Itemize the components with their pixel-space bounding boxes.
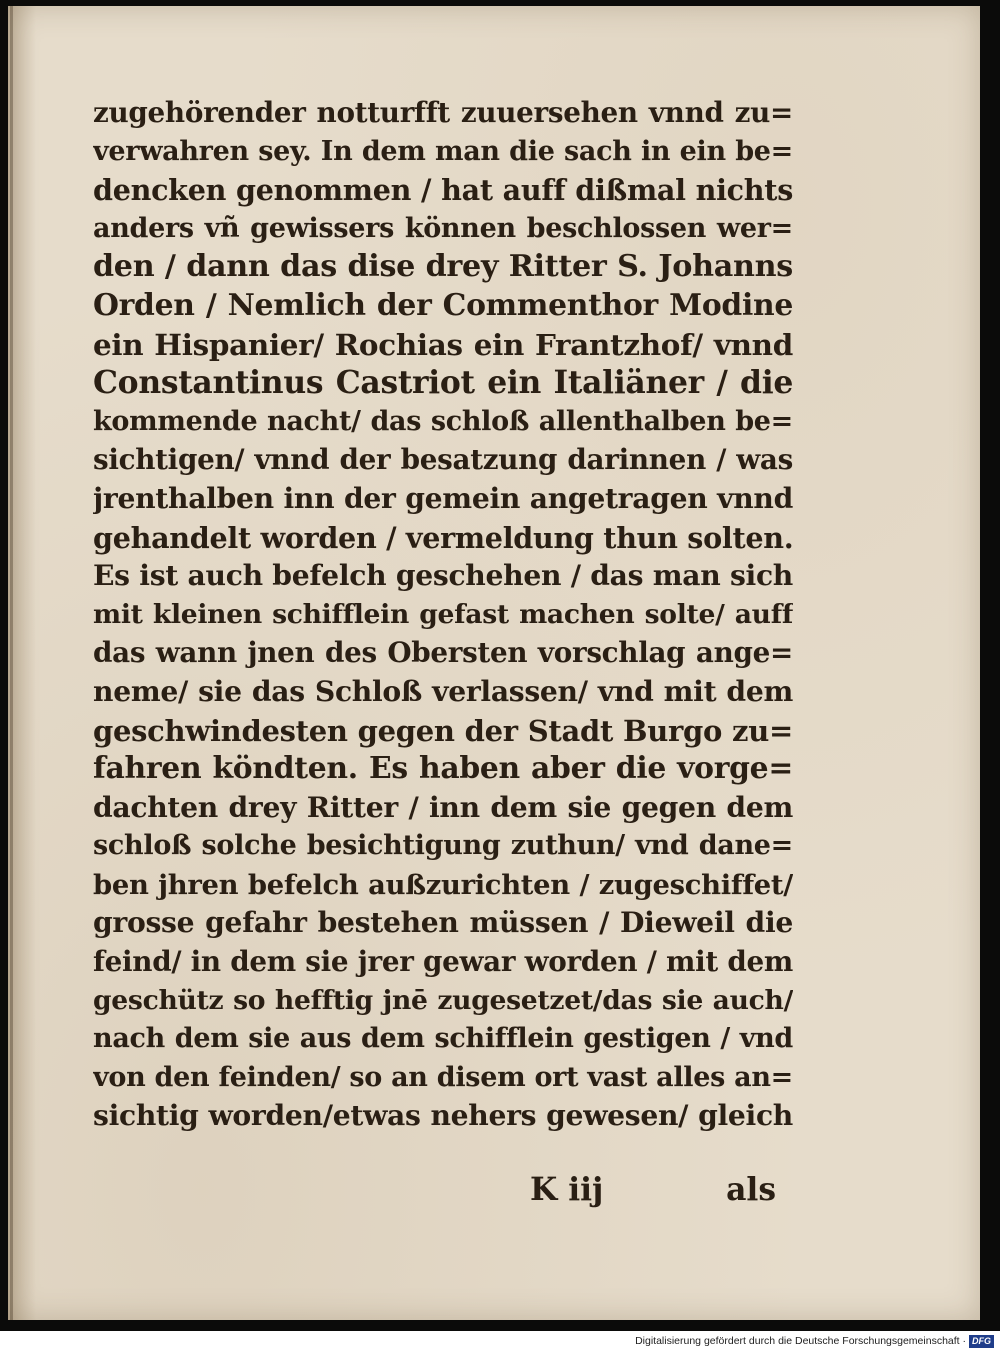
- text-line: geschwindesten gegen der Stadt Burgo zu=: [93, 713, 793, 748]
- book-page: [8, 6, 980, 1320]
- text-line: den / dann das dise drey Ritter S. Johanns: [93, 249, 793, 285]
- text-line: anders vñ gewissers können beschlossen wer=: [93, 212, 793, 244]
- text-line: sichtigen/ vnnd der besatzung darinnen / was: [93, 443, 793, 477]
- text-line: dencken genommen / hat auff dißmal nichts: [93, 173, 793, 208]
- text-line: kommende nacht/ das schloß allenthalben be=: [93, 405, 793, 437]
- text-line: von den feinden/ so an disem ort vast alles an=: [93, 1061, 793, 1093]
- text-line: Orden / Nemlich der Commenthor Modine: [93, 287, 793, 323]
- digitization-credit: [0, 1331, 1000, 1351]
- catchword: als: [726, 1172, 776, 1208]
- text-line: sichtig worden/etwas nehers gewesen/ gleich: [93, 1099, 793, 1133]
- signature-mark: K iij: [530, 1172, 604, 1208]
- text-line: geschütz so hefftig jnē zugesetzet/das sie auch/: [93, 984, 793, 1016]
- text-line: ein Hispanier/ Rochias ein Frantzhof/ vnnd: [93, 326, 793, 362]
- page-footer-line: [530, 1171, 776, 1211]
- text-line: zugehörender notturfft zuuersehen vnnd zu=: [93, 96, 793, 129]
- text-line: verwahren sey. In dem man die sach in ein be=: [93, 135, 793, 167]
- page-gutter: [10, 6, 13, 1320]
- text-line: fahren köndten. Es haben aber die vorge=: [93, 751, 793, 787]
- text-line: neme/ sie das Schloß verlassen/ vnd mit dem: [93, 674, 793, 708]
- text-line: dachten drey Ritter / inn dem sie gegen dem: [93, 790, 793, 824]
- credit-text: Digitalisierung gefördert durch die Deutsche Forschungsgemeinschaft ·: [635, 1335, 966, 1348]
- text-line: Es ist auch befelch geschehen / das man sich: [93, 559, 793, 593]
- text-line: jrenthalben inn der gemein angetragen vnnd: [93, 481, 793, 515]
- text-line: das wann jnen des Obersten vorschlag ange=: [93, 636, 793, 670]
- text-line: grosse gefahr bestehen müssen / Dieweil die: [93, 906, 793, 940]
- text-line: ben jhren befelch außzurichten / zugeschiffet/: [93, 868, 793, 901]
- text-line: mit kleinen schifflein gefast machen solte/ auff: [93, 598, 793, 630]
- page-text-block: [93, 94, 793, 1136]
- dfg-logo-icon: DFG: [969, 1335, 994, 1348]
- text-line: Constantinus Castriot ein Italiäner / die: [93, 365, 793, 402]
- text-line: nach dem sie aus dem schifflein gestigen / vnd: [93, 1023, 793, 1055]
- text-line: schloß solche besichtigung zuthun/ vnd dane=: [93, 830, 793, 862]
- text-line: feind/ in dem sie jrer gewar worden / mit dem: [93, 945, 793, 979]
- text-line: gehandelt worden / vermeldung thun solten.: [93, 520, 793, 555]
